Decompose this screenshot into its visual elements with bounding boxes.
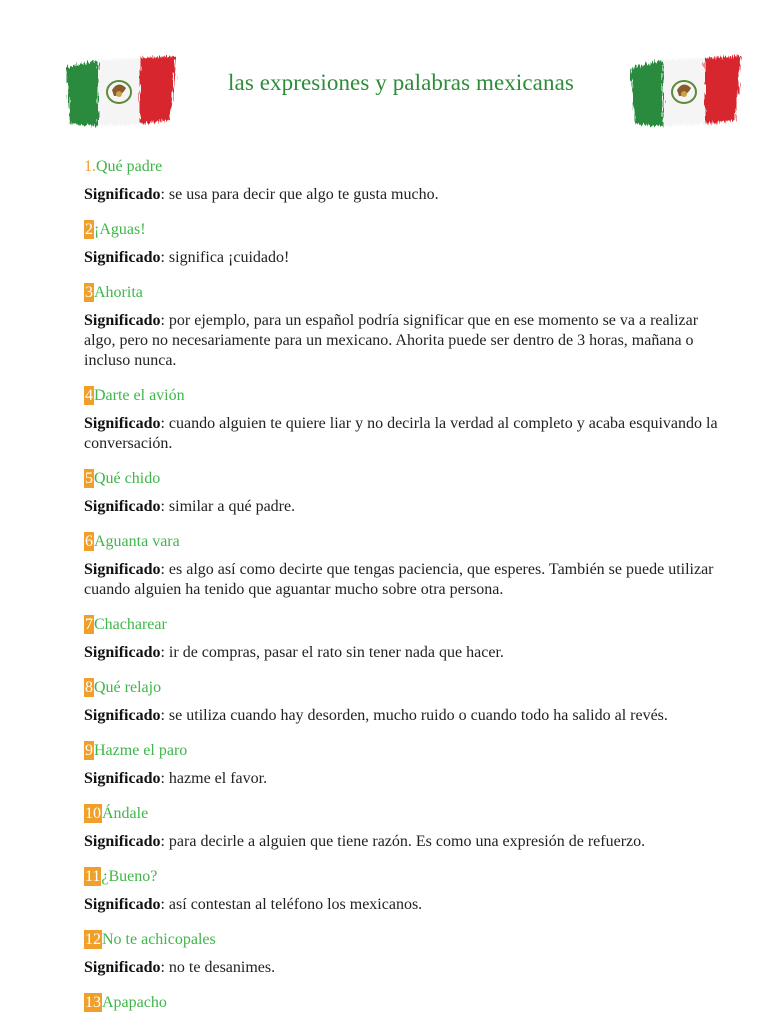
list-item — [84, 469, 724, 517]
entry-title — [84, 804, 724, 824]
list-item — [84, 220, 724, 268]
entry-term: Ahorita — [94, 284, 143, 301]
entry-term: Qué padre — [96, 158, 163, 175]
entry-definition: Significado: se utiliza cuando hay desorden, mucho ruido o cuando todo ha salido al revés. — [84, 707, 668, 724]
definition-label: Significado — [84, 249, 161, 266]
definition-label: Significado — [84, 833, 161, 850]
expressions-list — [84, 155, 724, 1028]
entry-title — [84, 678, 724, 698]
mexico-flag-icon — [617, 46, 747, 130]
list-item — [84, 867, 724, 915]
entry-title — [84, 867, 724, 887]
entry-title — [84, 741, 724, 761]
definition-text: cuando alguien te quiere liar y no decirla la verdad al completo y acaba esquivando la conversación. — [84, 415, 718, 452]
entry-title — [84, 220, 724, 240]
entry-definition: Significado: cuando alguien te quiere liar y no decirla la verdad al completo y acaba esquivando la conversación. — [84, 415, 718, 452]
list-item — [84, 615, 724, 663]
entry-definition: Significado: se usa para decir que algo te gusta mucho. — [84, 186, 439, 203]
list-item — [84, 532, 724, 600]
entry-title — [84, 386, 724, 406]
entry-term: Aguanta vara — [94, 533, 180, 550]
entry-term: Darte el avión — [94, 387, 185, 404]
entry-number: 3 — [85, 284, 93, 301]
entry-term: Apapacho — [102, 994, 167, 1011]
list-item — [84, 386, 724, 454]
entry-definition: Significado: hazme el favor. — [84, 770, 268, 787]
entry-title — [84, 469, 724, 489]
definition-label: Significado — [84, 415, 161, 432]
definition-text: así contestan al teléfono los mexicanos. — [168, 896, 423, 913]
definition-text: significa ¡cuidado! — [168, 249, 290, 266]
list-item — [84, 741, 724, 789]
entry-number: 13 — [85, 994, 101, 1011]
list-item — [84, 678, 724, 726]
entry-definition: Significado: similar a qué padre. — [84, 498, 296, 515]
definition-text: para decirle a alguien que tiene razón. Es como una expresión de refuerzo. — [168, 833, 646, 850]
definition-text: similar a qué padre. — [168, 498, 296, 515]
definition-text: ir de compras, pasar el rato sin tener nada que hacer. — [168, 644, 504, 661]
definition-text: se usa para decir que algo te gusta mucho. — [168, 186, 439, 203]
list-item — [84, 993, 724, 1013]
definition-label: Significado — [84, 186, 161, 203]
definition-text: se utiliza cuando hay desorden, mucho ruido o cuando todo ha salido al revés. — [168, 707, 668, 724]
entry-number: 6 — [85, 533, 93, 550]
entry-number: 7 — [85, 616, 93, 633]
definition-text: por ejemplo, para un español podría significar que en ese momento se va a realizar algo, pero no necesariamente para un mexicano. Ahorita puede ser dentro de 3 horas, mañana o incluso nunca. — [84, 312, 699, 369]
entry-definition: Significado: significa ¡cuidado! — [84, 249, 290, 266]
entry-definition: Significado: así contestan al teléfono los mexicanos. — [84, 896, 423, 913]
entry-term: Chacharear — [94, 616, 167, 633]
list-item — [84, 804, 724, 852]
definition-label: Significado — [84, 770, 161, 787]
list-item — [84, 157, 724, 205]
entry-definition: Significado: es algo así como decirte que tengas paciencia, que esperes. También se puede utilizar cuando alguien ha tenido que aguantar mucho sobre otra persona. — [84, 561, 714, 598]
entry-definition: Significado: ir de compras, pasar el rato sin tener nada que hacer. — [84, 644, 504, 661]
entry-definition: Significado: no te desanimes. — [84, 959, 276, 976]
definition-label: Significado — [84, 707, 161, 724]
entry-number: 5 — [85, 470, 93, 487]
entry-number: 11 — [85, 868, 101, 885]
header — [0, 40, 768, 140]
entry-term: Ándale — [102, 805, 149, 822]
entry-number: 4 — [85, 387, 93, 404]
entry-title — [84, 532, 724, 552]
entry-term: No te achicopales — [102, 931, 216, 948]
entry-title — [84, 157, 724, 177]
definition-label: Significado — [84, 561, 161, 578]
list-item — [84, 930, 724, 978]
entry-number: 2 — [85, 221, 93, 238]
definition-label: Significado — [84, 959, 161, 976]
definition-text: es algo así como decirte que tengas paciencia, que esperes. También se puede utilizar cuando alguien ha tenido que aguantar mucho sobre otra persona. — [84, 561, 714, 598]
entry-definition: Significado: para decirle a alguien que tiene razón. Es como una expresión de refuerzo. — [84, 833, 646, 850]
entry-number: 1. — [84, 158, 96, 175]
definition-label: Significado — [84, 644, 161, 661]
definition-label: Significado — [84, 312, 161, 329]
definition-text: hazme el favor. — [168, 770, 268, 787]
entry-number: 12 — [85, 931, 101, 948]
entry-definition: Significado: por ejemplo, para un español podría significar que en ese momento se va a realizar algo, pero no necesariamente para un mexicano. Ahorita puede ser dentro de 3 horas, mañana o incluso nunca. — [84, 312, 699, 369]
entry-number: 10 — [85, 805, 101, 822]
entry-title — [84, 993, 724, 1013]
definition-text: no te desanimes. — [168, 959, 276, 976]
entry-term: Hazme el paro — [94, 742, 188, 759]
definition-label: Significado — [84, 896, 161, 913]
entry-title — [84, 615, 724, 635]
entry-term: Qué chido — [94, 470, 161, 487]
entry-term: ¡Aguas! — [94, 221, 146, 238]
list-item — [84, 283, 724, 371]
entry-number: 8 — [85, 679, 93, 696]
entry-term: ¿Bueno? — [101, 868, 158, 885]
entry-title — [84, 283, 724, 303]
entry-number: 9 — [85, 742, 93, 759]
page-title: las expresiones y palabras mexicanas — [228, 70, 574, 95]
definition-label: Significado — [84, 498, 161, 515]
entry-title — [84, 930, 724, 950]
entry-term: Qué relajo — [94, 679, 162, 696]
